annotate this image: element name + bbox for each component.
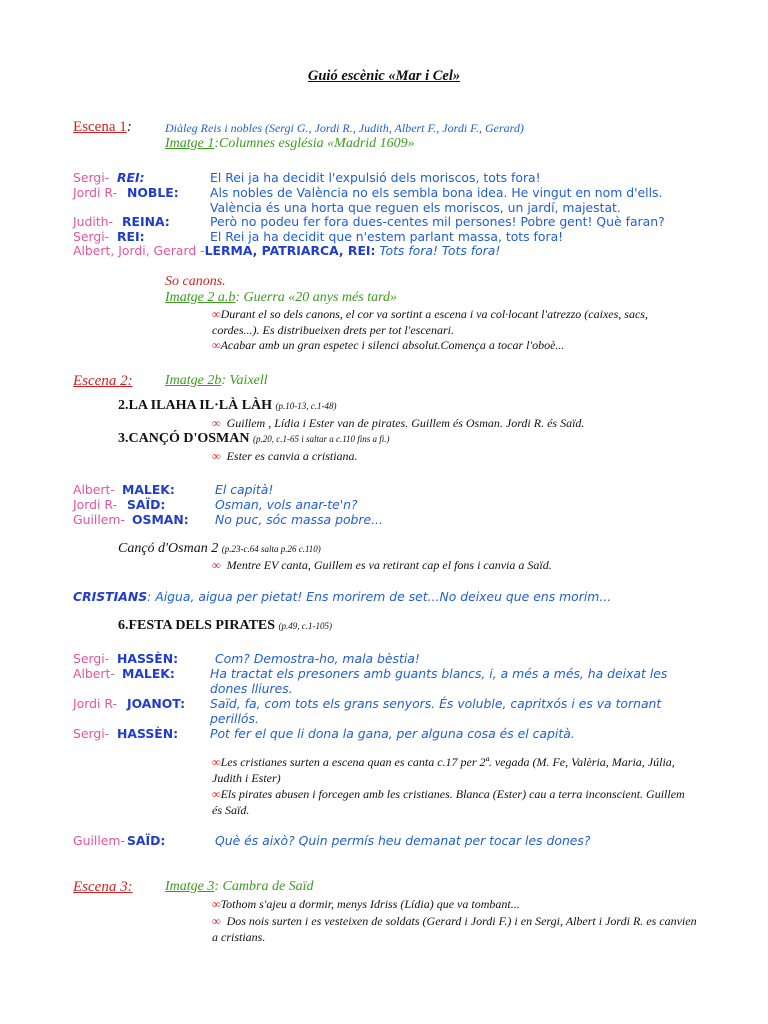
infinity-icon: ∞ (212, 338, 221, 352)
infinity-icon: ∞ (212, 755, 221, 769)
page-title: Guió escènic «Mar i Cel» (307, 68, 461, 84)
dialogue-line: dones lliures. (210, 681, 293, 696)
imatge-3-text: : Cambra de Saïd (214, 879, 314, 894)
song-title (118, 398, 337, 414)
note-text: Els pirates abusen i forcegen amb les cristianes. Blanca (Ester) cau a terra inconscient. Guillem és Saïd. (212, 787, 685, 817)
dialogue-line: El capità! (215, 482, 274, 497)
role: REI: (117, 170, 145, 185)
role: REINA: (122, 214, 170, 229)
stage-note (212, 787, 697, 818)
dialogue-line: València és una horta que reguen els moriscos, un jardí, majestat. (210, 200, 621, 215)
stage-note (212, 558, 552, 574)
note-text: Les cristianes surten a escena quan es canta c.17 per 2ª. vegada (M. Fe, Valèria, Maria, Júlia, Judith i Ester) (212, 755, 675, 785)
note-text: Ester es canvia a cristiana. (226, 449, 358, 463)
role: REI: (117, 229, 145, 244)
song-title (118, 618, 332, 634)
escena-1-colon: : (126, 119, 132, 135)
chorus-line (73, 243, 500, 258)
escena-1-heading (73, 119, 132, 136)
dialogue-line: Què és això? Quin permís heu demanat per tocar les dones? (215, 833, 591, 848)
dialogue-line: Osman, vols anar-te'n? (215, 497, 358, 512)
infinity-icon: ∞ (212, 897, 221, 911)
role: CRISTIANS (73, 589, 148, 604)
stage-note (212, 914, 697, 945)
actor: Sergi- (73, 229, 110, 244)
dialogue-line: Però no podeu fer fora dues-centes mil persones! Pobre gent! Què faran? (210, 214, 665, 229)
stage-note (212, 449, 358, 465)
actor: Albert- (73, 666, 115, 681)
actor: Jordi R- (73, 696, 117, 711)
stage-note (212, 897, 697, 913)
song-name: Cançó d'Osman 2 (118, 541, 219, 556)
escena-2-label: Escena 2: (73, 373, 133, 389)
stage-note (212, 755, 697, 786)
role: SAÏD: (127, 833, 166, 848)
role: MALEK: (122, 666, 175, 681)
dialogue-line: Com? Demostra-ho, mala bèstia! (215, 651, 420, 666)
note-text: Tothom s'ajeu a dormir, menys Idriss (Lídia) que va tombant... (220, 897, 520, 911)
dialogue-line: Ha tractat els presoners amb guants blancs, i, a més a més, ha deixat les (210, 666, 668, 681)
imatge-1-label: Imatge 1 (165, 136, 215, 151)
dialogue-line: Saïd, fa, com tots els grans senyors. És voluble, capritxós i es va tornant (210, 696, 662, 711)
actor: Guillem- (73, 512, 125, 527)
note-text: Dos nois surten i es vesteixen de soldats (Gerard i Jordi F.) i en Sergi, Albert i Jordi R. es canvien a cristians. (212, 914, 697, 944)
song-ref: (p.49, c.1-105) (278, 621, 333, 631)
song-name: 3.CANÇÓ D'OSMAN (118, 431, 250, 446)
actor: Jordi R- (73, 497, 117, 512)
imatge-2-text: : Guerra «20 anys més tard» (235, 290, 398, 305)
imatge-1 (165, 136, 415, 152)
note-text: Durant el so dels canons, el cor va sortint a escena i va col·locant l'atrezzo (caixes, sacs, cordes...). Es distribueixen drets per tot l'escenari. (212, 307, 648, 337)
dialogue-line: Pot fer el que li dona la gana, per alguna cosa és el capità. (210, 726, 575, 741)
actor: Sergi- (73, 651, 110, 666)
song-ref: (p.23-c.64 salta p.26 c.110) (221, 544, 321, 554)
stage-note (212, 338, 697, 354)
song-title (118, 431, 390, 447)
imatge-2 (165, 290, 397, 306)
imatge-3 (165, 879, 314, 895)
imatge-2b-text: : Vaixell (221, 373, 268, 388)
song-title (118, 541, 321, 557)
escena-1-label: Escena 1 (73, 119, 127, 135)
dialogue-line: El Rei ja ha decidit que n'estem parlant massa, tots fora! (210, 229, 564, 244)
actor: Sergi- (73, 170, 110, 185)
so-canons: So canons. (165, 274, 226, 289)
note-text: Mentre EV canta, Guillem es va retirant cap el fons i canvia a Saïd. (226, 558, 552, 572)
imatge-2b (165, 373, 268, 389)
role: HASSÈN: (117, 651, 179, 666)
infinity-icon: ∞ (212, 416, 221, 430)
note-text: Acabar amb un gran espetec i silenci absolut.Comença a tocar l'oboè... (220, 338, 565, 352)
role: JOANOT: (127, 696, 186, 711)
actor: Albert- (73, 482, 115, 497)
infinity-icon: ∞ (212, 449, 221, 463)
imatge-2b-label: Imatge 2b (165, 373, 222, 388)
role: NOBLE: (127, 185, 179, 200)
dialogue-line: El Rei ja ha decidit l'expulsió dels moriscos, tots fora! (210, 170, 541, 185)
song-name: 2.LA ILAHA IL·LÀ LÀH (118, 398, 273, 413)
dialogue-line: Tots fora! Tots fora! (379, 243, 501, 258)
infinity-icon: ∞ (212, 558, 221, 572)
infinity-icon: ∞ (212, 787, 221, 801)
dialogue-line: Als nobles de València no els sembla bona idea. He vingut en nom d'ells. (210, 185, 663, 200)
actor: Sergi- (73, 726, 110, 741)
imatge-3-label: Imatge 3 (165, 879, 215, 894)
infinity-icon: ∞ (212, 307, 221, 321)
dialogue-line: No puc, sóc massa pobre... (215, 512, 383, 527)
role: LERMA, PATRIARCA, REI: (204, 243, 376, 258)
infinity-icon: ∞ (212, 914, 221, 928)
role: MALEK: (122, 482, 175, 497)
actor: Jordi R- (73, 185, 117, 200)
stage-note (212, 307, 697, 338)
actor: Judith- (73, 214, 113, 229)
song-name: 6.FESTA DELS PIRATES (118, 618, 276, 633)
escena-3-label: Escena 3: (73, 879, 133, 895)
actor: Albert, Jordi, Gerard - (73, 243, 205, 258)
role: OSMAN: (132, 512, 189, 527)
dialogue-line: perillós. (210, 711, 259, 726)
cristians-line (73, 589, 611, 604)
role: HASSÈN: (117, 726, 179, 741)
imatge-2-label: Imatge 2 a.b (165, 290, 236, 305)
stage-note (212, 416, 584, 432)
note-text: Guillem , Lídia i Ester van de pirates. Guillem és Osman. Jordi R. és Saïd. (226, 416, 585, 430)
escena-1-description: Diàleg Reis i nobles (Sergi G., Jordi R., Judith, Albert F., Jordi F., Gerard) (165, 121, 524, 135)
dialogue-line: : Aigua, aigua per pietat! Ens morirem de set...No deixeu que ens morim... (147, 589, 612, 604)
role: SAÏD: (127, 497, 166, 512)
actor: Guillem- (73, 833, 125, 848)
song-ref: (p.10-13, c.1-48) (275, 401, 337, 411)
imatge-1-text: :Columnes església «Madrid 1609» (214, 136, 415, 151)
song-ref: (p.20, c.1-65 i saltar a c.110 fins a fi.) (252, 434, 390, 444)
